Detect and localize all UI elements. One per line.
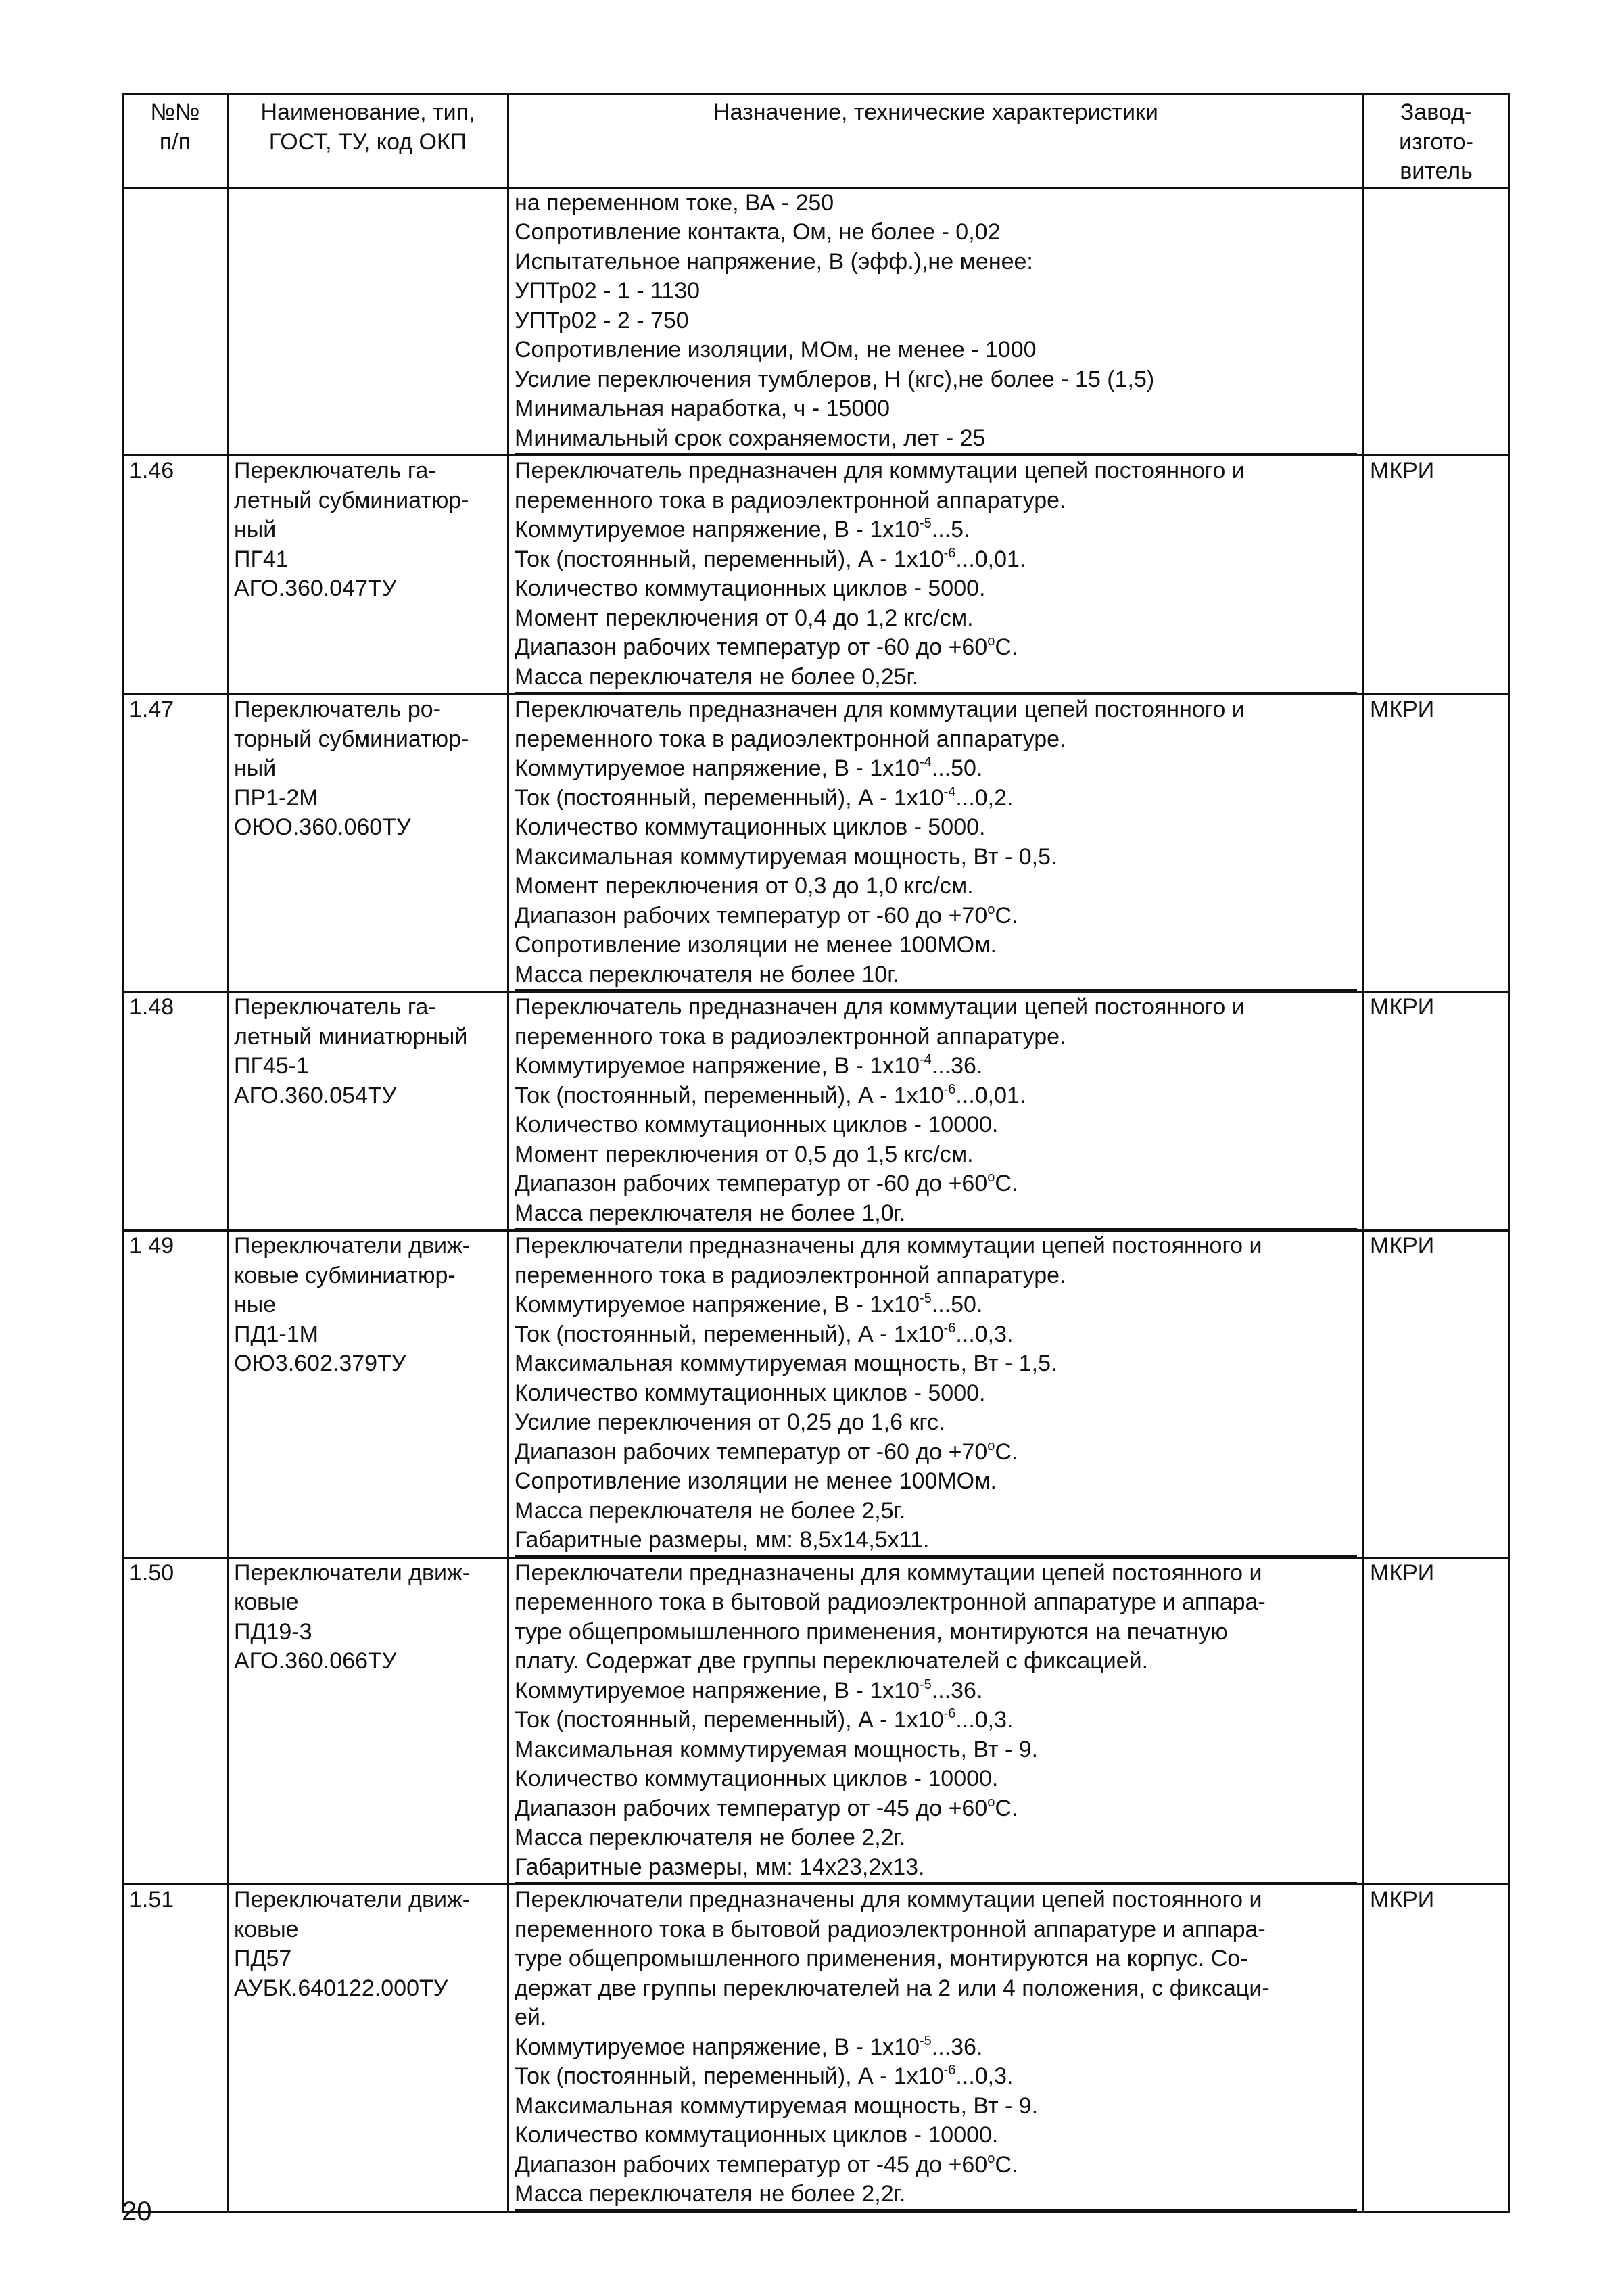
cell-name — [228, 1231, 508, 1558]
cell-desc — [508, 1557, 1364, 1885]
desc-line: Масса переключателя не более 2,2г. — [515, 2180, 1357, 2211]
header-num: №№ п/п — [123, 95, 228, 188]
desc-line: Диапазон рабочих температур от -60 до $+60^оС$. — [515, 634, 1018, 660]
cell-name — [228, 1885, 508, 2212]
desc-line: Количество коммутационных циклов - 5000. — [515, 814, 986, 840]
desc-line: Количество коммутационных циклов - 10000. — [515, 1766, 999, 1791]
spec-table — [122, 93, 1510, 2213]
name-line: Переключатели движ- — [234, 1560, 471, 1586]
desc-line: Масса переключателя не более 0,25г. — [515, 663, 1357, 694]
desc-line: Диапазон рабочих температур от -45 до $+60^оС$. — [515, 2151, 1018, 2178]
desc-line: переменного тока в бытовой радиоэлектронной аппаратуре и аппара- — [515, 1916, 1266, 1942]
desc-line: Коммутируемое напряжение, В - $1х10^{-5}...50$. — [515, 1291, 983, 1317]
desc-line: Момент переключения от 0,5 до 1,5 кгс/см. — [515, 1141, 974, 1167]
desc-line: Минимальная наработка, ч - 15000 — [515, 396, 890, 421]
desc-line: Коммутируемое напряжение, В - $1х10^{-4}...36$. — [515, 1052, 983, 1079]
desc-line: Коммутируемое напряжение, В - $1х10^{-4}...50$. — [515, 755, 983, 781]
desc-line: Переключатель предназначен для коммутации цепей постоянного и — [515, 994, 1245, 1020]
name-line: ОЮ3.602.379ТУ — [234, 1351, 406, 1376]
page-number: 20 — [122, 2197, 152, 2226]
desc-line: Диапазон рабочих температур от -45 до $+60^оС$. — [515, 1794, 1018, 1821]
name-line: ковые — [234, 1916, 299, 1942]
desc-line: Масса переключателя не более 2,2г. — [515, 1825, 906, 1850]
desc-line: Количество коммутационных циклов - 5000. — [515, 1380, 986, 1406]
name-line: ПР1-2М — [234, 784, 318, 811]
header-purpose: Назначение, технические характеристики — [508, 95, 1364, 188]
desc-line: Количество коммутационных циклов - 10000. — [515, 1112, 999, 1138]
desc-line: переменного тока в бытовой радиоэлектронной аппаратуре и аппара- — [515, 1589, 1266, 1615]
table-row — [123, 1885, 1509, 2212]
table-row — [123, 1557, 1509, 1885]
name-line: летный субминиатюр- — [234, 487, 469, 513]
desc-line: переменного тока в радиоэлектронной аппаратуре. — [515, 1023, 1066, 1050]
name-line: АГО.360.047ТУ — [234, 576, 397, 601]
desc-line: держат две группы переключателей на 2 или 4 положения, с фиксаци- — [515, 1975, 1270, 2001]
desc-line: Коммутируемое напряжение, В - $1х10^{-5}...36$. — [515, 1677, 983, 1704]
cell-maker — [1364, 187, 1509, 456]
desc-line: Габаритные размеры, мм: 8,5х14,5х11. — [515, 1526, 1357, 1557]
cell-name — [228, 1557, 508, 1885]
name-line: ковые — [234, 1589, 299, 1615]
desc-line: Максимальная коммутируемая мощность, Вт - 9. — [515, 1736, 1039, 1762]
name-line: АГО.360.066ТУ — [234, 1648, 397, 1674]
cell-maker: МКРИ — [1364, 695, 1509, 992]
name-line: ПД19-3 — [234, 1618, 312, 1645]
desc-line: Сопротивление изоляции не менее 100МОм. — [515, 932, 997, 958]
desc-line: Сопротивление контакта, Ом, не более - 0,02 — [515, 219, 1001, 245]
desc-line: Ток (постоянный, переменный), А - $1х10^{-6}...0,3$. — [515, 2063, 1014, 2089]
desc-line: Переключатели предназначены для коммутации цепей постоянного и — [515, 1233, 1262, 1259]
cell-maker: МКРИ — [1364, 1885, 1509, 2212]
name-line: торный субминиатюр- — [234, 726, 469, 752]
desc-line: Усилие переключения от 0,25 до 1,6 кгс. — [515, 1409, 945, 1435]
cell-desc — [508, 695, 1364, 992]
name-line: Переключатель га- — [234, 458, 436, 484]
cell-name — [228, 992, 508, 1231]
cell-num: 1.48 — [123, 992, 228, 1231]
desc-line: Ток (постоянный, переменный), А - $1х10^{-6}...0,01$. — [515, 545, 1026, 572]
name-line: ПГ45-1 — [234, 1053, 309, 1079]
header-name: Наименование, тип, ГОСТ, ТУ, код ОКП — [228, 95, 508, 188]
table-row — [123, 695, 1509, 992]
cell-num: 1.50 — [123, 1557, 228, 1885]
desc-line: переменного тока в радиоэлектронной аппаратуре. — [515, 726, 1066, 752]
table-body — [123, 187, 1509, 2211]
name-line: АУБК.640122.000ТУ — [234, 1975, 448, 2001]
desc-line: Количество коммутационных циклов - 5000. — [515, 576, 986, 601]
name-line: АГО.360.054ТУ — [234, 1082, 397, 1108]
cell-maker: МКРИ — [1364, 456, 1509, 695]
name-line: Переключатель га- — [234, 994, 436, 1020]
cell-num: 1.46 — [123, 456, 228, 695]
desc-line: Коммутируемое напряжение, В - $1х10^{-5}...36$. — [515, 2033, 983, 2060]
desc-line: Момент переключения от 0,3 до 1,0 кгс/см. — [515, 873, 974, 899]
cell-maker: МКРИ — [1364, 1231, 1509, 1558]
desc-line: Сопротивление изоляции, МОм, не менее - 1000 — [515, 337, 1037, 362]
desc-line: туре общепромышленного применения, монтируются на корпус. Со- — [515, 1946, 1248, 1971]
name-line: ПД1-1М — [234, 1321, 318, 1347]
name-line: ОЮО.360.060ТУ — [234, 814, 411, 840]
desc-line: Ток (постоянный, переменный), А - $1х10^{-4}...0,2$. — [515, 784, 1014, 811]
desc-line: Количество коммутационных циклов - 10000. — [515, 2122, 999, 2148]
table-row — [123, 456, 1509, 695]
name-line: ПД57 — [234, 1946, 292, 1971]
name-line: летный миниатюрный — [234, 1023, 468, 1050]
cell-desc — [508, 187, 1364, 456]
desc-line: на переменном токе, ВА - 250 — [515, 189, 834, 216]
desc-line: Ток (постоянный, переменный), А - $1х10^{-6}...0,3$. — [515, 1706, 1014, 1733]
desc-line: Испытательное напряжение, В (эфф.),не менее: — [515, 248, 1033, 275]
table-row — [123, 992, 1509, 1231]
desc-line: Переключатель предназначен для коммутации цепей постоянного и — [515, 458, 1245, 484]
name-line: Переключатель ро- — [234, 697, 441, 722]
name-line: ный — [234, 755, 277, 781]
desc-line: переменного тока в радиоэлектронной аппаратуре. — [515, 487, 1066, 513]
desc-line: Габаритные размеры, мм: 14х23,2х13. — [515, 1853, 1357, 1884]
desc-line: переменного тока в радиоэлектронной аппаратуре. — [515, 1262, 1066, 1288]
desc-line: УПТр02 - 1 - 1130 — [515, 278, 700, 304]
name-line: Переключатели движ- — [234, 1233, 471, 1259]
cell-name — [228, 695, 508, 992]
cell-maker: МКРИ — [1364, 1557, 1509, 1885]
cell-num: 1.51 — [123, 1885, 228, 2212]
name-line: ПГ41 — [234, 546, 289, 572]
desc-line: Масса переключателя не более 10г. — [515, 960, 1357, 991]
name-line: ный — [234, 517, 277, 542]
cell-desc — [508, 456, 1364, 695]
desc-line: УПТр02 - 2 - 750 — [515, 307, 689, 333]
desc-line: Ток (постоянный, переменный), А - $1х10^{-6}...0,3$. — [515, 1320, 1014, 1347]
desc-line: Переключатели предназначены для коммутации цепей постоянного и — [515, 1887, 1262, 1913]
desc-line: туре общепромышленного применения, монтируются на печатную — [515, 1618, 1228, 1645]
desc-line: Максимальная коммутируемая мощность, Вт - 0,5. — [515, 843, 1057, 870]
cell-num — [123, 187, 228, 456]
cell-maker: МКРИ — [1364, 992, 1509, 1231]
desc-line: Диапазон рабочих температур от -60 до $+70^оС$. — [515, 1438, 1018, 1465]
desc-line: Масса переключателя не более 1,0г. — [515, 1199, 1357, 1230]
desc-line: Момент переключения от 0,4 до 1,2 кгс/см. — [515, 605, 974, 631]
desc-line: Максимальная коммутируемая мощность, Вт - 9. — [515, 2092, 1039, 2119]
cell-name — [228, 456, 508, 695]
desc-line: ей. — [515, 2005, 547, 2030]
desc-line: Ток (постоянный, переменный), А - $1х10^{-6}...0,01$. — [515, 1081, 1026, 1108]
cell-desc — [508, 1231, 1364, 1558]
desc-line: Минимальный срок сохраняемости, лет - 25 — [515, 424, 1357, 455]
cell-num: 1 49 — [123, 1231, 228, 1558]
desc-line: Усилие переключения тумблеров, Н (кгс),не более - 15 (1,5) — [515, 366, 1155, 392]
cell-name — [228, 187, 508, 456]
table-header — [123, 95, 1509, 188]
name-line: ные — [234, 1292, 277, 1317]
table-row — [123, 1231, 1509, 1558]
cell-desc — [508, 1885, 1364, 2212]
desc-line: Сопротивление изоляции не менее 100МОм. — [515, 1468, 997, 1494]
desc-line: Переключатели предназначены для коммутации цепей постоянного и — [515, 1560, 1262, 1586]
name-line: Переключатели движ- — [234, 1887, 471, 1913]
name-line: ковые субминиатюр- — [234, 1262, 456, 1288]
desc-line: Максимальная коммутируемая мощность, Вт - 1,5. — [515, 1351, 1057, 1376]
desc-line: Диапазон рабочих температур от -60 до $+60^оС$. — [515, 1170, 1018, 1196]
cell-num: 1.47 — [123, 695, 228, 992]
cell-desc — [508, 992, 1364, 1231]
continuation-row — [123, 187, 1509, 456]
desc-line: плату. Содержат две группы переключателей с фиксацией. — [515, 1648, 1149, 1674]
desc-line: Диапазон рабочих температур от -60 до $+70^оС$. — [515, 901, 1018, 929]
desc-line: Коммутируемое напряжение, В - $1х10^{-5}...5$. — [515, 516, 970, 542]
header-maker: Завод- изгото- витель — [1364, 95, 1509, 188]
desc-line: Масса переключателя не более 2,5г. — [515, 1497, 906, 1524]
desc-line: Переключатель предназначен для коммутации цепей постоянного и — [515, 697, 1245, 722]
